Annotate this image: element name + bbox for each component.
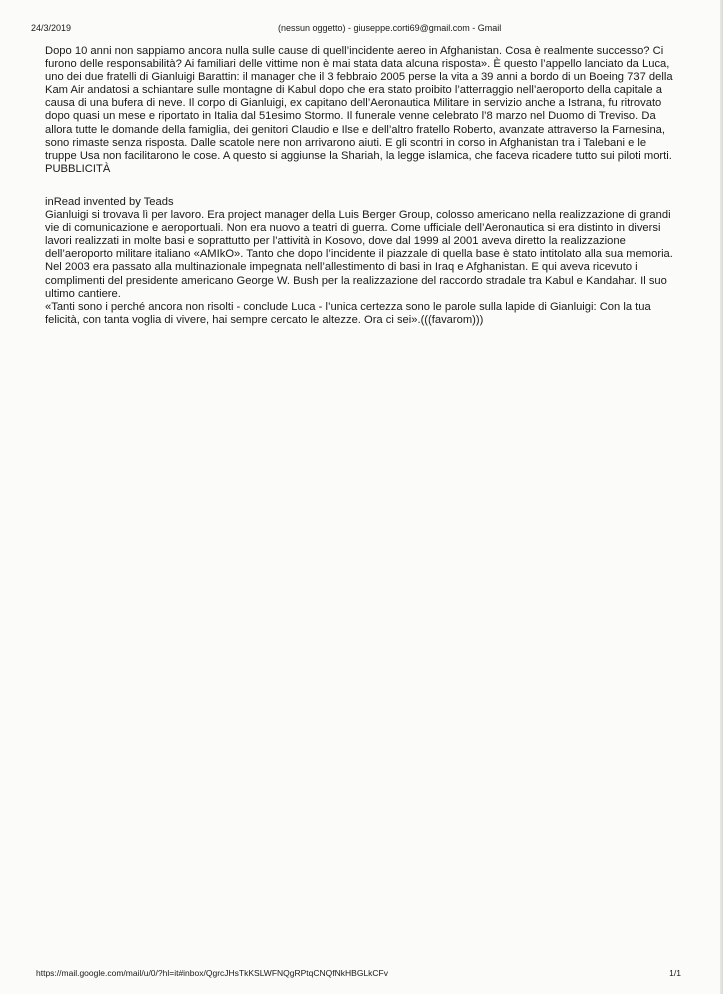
print-url: https://mail.google.com/mail/u/0/?hl=it#inbox/QgrcJHsTkKSLWFNQgRPtqCNQfNkHBGLkCFv <box>36 968 388 978</box>
ad-spacer <box>45 176 677 196</box>
page-number: 1/1 <box>669 968 681 978</box>
ad-credit: inRead invented by Teads <box>45 195 174 208</box>
article-paragraph-2: Gianluigi si trovava lì per lavoro. Era project manager della Luis Berger Group, colosso americano nella realizzazione di grandi vie di comunicazione e aeroportuali. Non era nuovo a teatri di guerra. Come ufficiale dell’Aeronautica si era distinto in diversi lavori realizzati in molte basi e soprattutto per l’attività in Kosovo, dove dal 1999 al 2001 aveva diretto la realizzazione dell’aeroporto militare italiano «AMIkO». Tanto che dopo l’incidente il piazzale di quella base è stato intitolato alla sua memoria. Nel 2003 era passato alla multinazionale impegnata nell’allestimento di basi in Iraq e Afghanistan. E qui aveva ricevuto i complimenti del presidente americano George W. Bush per la realizzazione del raccordo stradale tra Kabul e Kandahar. Il suo ultimo cantiere. <box>45 209 673 300</box>
print-date: 24/3/2019 <box>31 23 72 33</box>
advert-label: PUBBLICITÀ <box>45 162 111 175</box>
email-body <box>45 45 677 327</box>
print-footer <box>36 966 681 980</box>
print-header <box>31 21 693 35</box>
article-paragraph-1: Dopo 10 anni non sappiamo ancora nulla sulle cause di quell’incidente aereo in Afghanistan. Cosa è realmente successo? Ci furono delle responsabilità? Ai familiari delle vittime non è mai stata data alcuna risposta». È questo l’appello lanciato da Luca, uno dei due fratelli di Gianluigi Barattin: il manager che il 3 febbraio 2005 perse la vita a 39 anni a bordo di un Boeing 737 della Kam Air andatosi a schiantare sulle montagne di Kabul dopo che era stato proibito l’atterraggio nell’aeroporto della capitale a causa di una bufera di neve. Il corpo di Gianluigi, ex capitano dell’Aeronautica Militare in servizio anche a Istrana, fu ritrovato dopo quasi un mese e riportato in Italia dal 51esimo Stormo. Il funerale venne celebrato l’8 marzo nel Duomo di Treviso. Da allora tutte le domande della famiglia, dei genitori Claudio e Ilse e dell’altro fratello Roberto, avanzate attraverso la Farnesina, sono rimaste senza risposta. Dalle scatole nere non arrivarono aiuti. E gli scontri in corso in Afghanistan tra i Talebani e le truppe Usa non facilitarono le cose. A questo si aggiunse la Shariah, la legge islamica, che faceva ricadere tutto sui piloti morti. <box>45 45 673 162</box>
email-subject-title: (nessun oggetto) - giuseppe.corti69@gmail.com - Gmail <box>278 23 502 33</box>
article-paragraph-3: «Tanti sono i perché ancora non risolti - conclude Luca - l’unica certezza sono le parole sulla lapide di Gianluigi: Con la tua felicità, con tanta voglia di vivere, hai sempre cercato le altezze. Ora ci sei».(((favarom))) <box>45 300 651 326</box>
